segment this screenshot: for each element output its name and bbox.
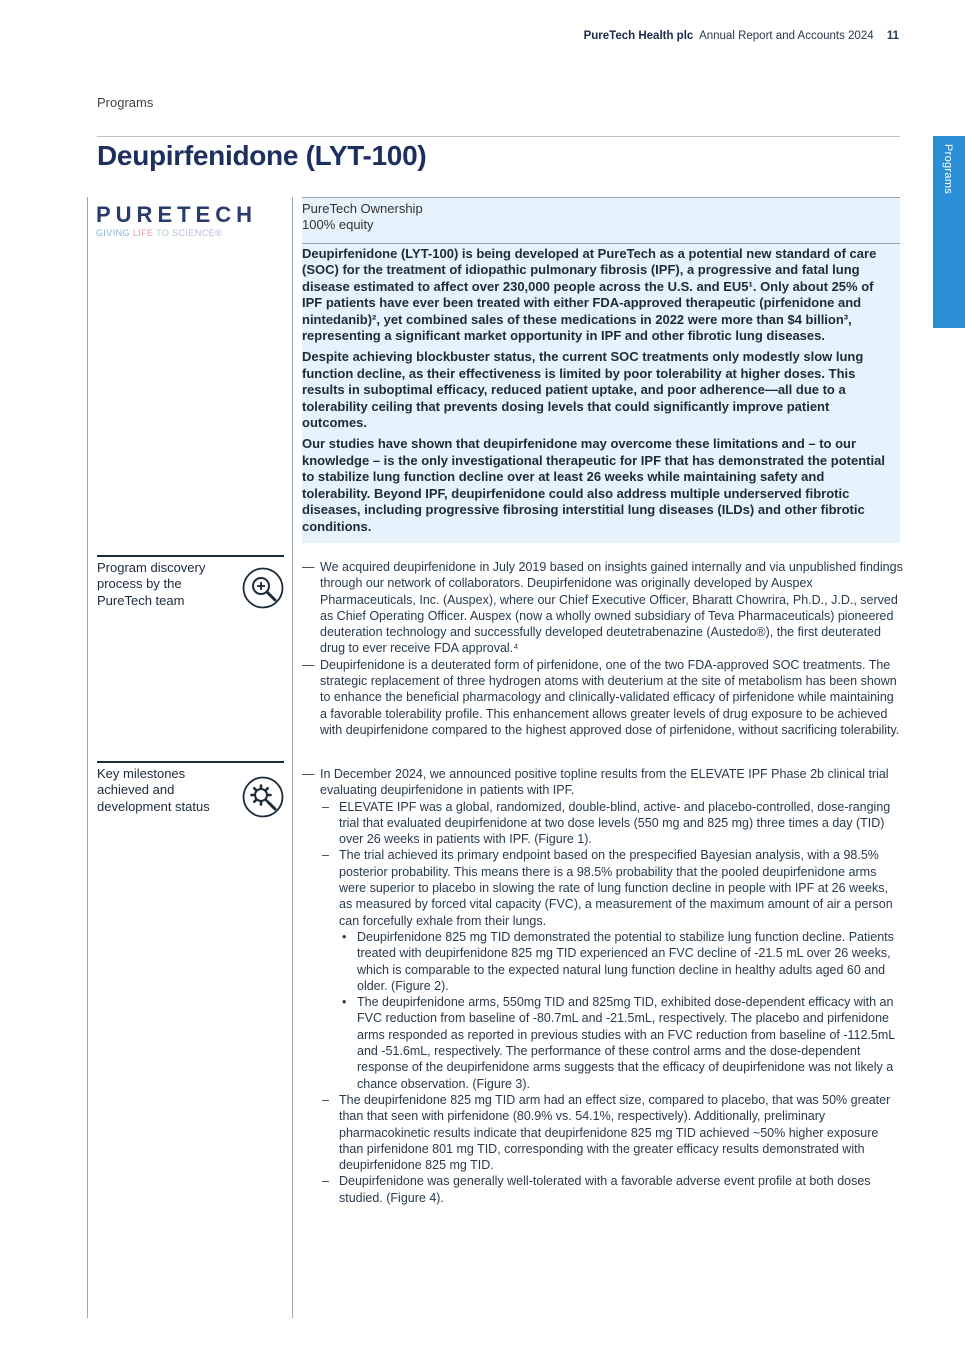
list-item: • The deupirfenidone arms, 550mg TID and 825mg TID, exhibited dose-dependent efficacy with an FVC reduction from baseline of -80.7mL and -21.5mL, respectively. The placebo and pirfenidone arms responded as reported in previous studies with an FVC reduction from baseline of -112.5mL and -51.6mL, respectively. The performance of these control arms and the dose-dependent response of the deupirfenidone arms suggests that the efficacy of deupirfenidone was not likely a chance observation. (Figure 3).	[342, 995, 895, 1091]
ownership-label: PureTech Ownership	[302, 201, 423, 216]
logo-tagline-to: TO	[156, 228, 173, 238]
milestones-label: Key milestones achieved and development status	[97, 766, 210, 814]
page-title: Deupirfenidone (LYT-100)	[97, 140, 427, 171]
magnifier-plus-icon	[242, 567, 284, 609]
logo-wordmark: PURETECH	[96, 202, 258, 227]
list-item: – Deupirfenidone was generally well-tolerated with a favorable adverse event profile at both doses studied. (Figure 4).	[322, 1174, 871, 1205]
ownership-box	[302, 197, 900, 244]
running-header	[584, 30, 899, 42]
header-company: PureTech Health plc	[583, 30, 694, 42]
discovery-content	[302, 559, 904, 738]
left-column-rule	[87, 197, 88, 1318]
page-number: 11	[886, 30, 899, 42]
list-item: – The deupirfenidone 825 mg TID arm had an effect size, compared to placebo, that was 50% greater than that seen with pirfenidone (80.9% vs. 54.1%, respectively). Additionally, preliminary pharmacokinetic results indicate that deupirfenidone 825 mg TID achieved ~50% higher exposure than pirfenidone 801 mg TID, corresponding with the greater efficacy results demonstrated with deupirfenidone 825 mg TID.	[322, 1092, 891, 1173]
logo-tagline-science: SCIENCE®	[172, 228, 223, 238]
list-item: — In December 2024, we announced positive topline results from the ELEVATE IPF Phase 2b clinical trial evaluating deupirfenidone in patients with IPF.	[302, 767, 889, 798]
logo-tagline	[96, 227, 257, 239]
list-item: – ELEVATE IPF was a global, randomized, double-blind, active- and placebo-controlled, dose-ranging trial that evaluated deupirfenidone at two dose levels (550 mg and 825 mg) three times a day (TID) over 26 weeks in patients with IPF. (Figure 1).	[322, 799, 891, 847]
milestones-content	[302, 766, 904, 1206]
discovery-label: Program discovery process by the PureTech team	[97, 560, 206, 608]
programs-side-tab[interactable]	[933, 136, 965, 328]
gear-magnifier-icon	[242, 776, 284, 818]
header-report: Annual Report and Accounts 2024	[699, 30, 874, 42]
description-paragraph: Deupirfenidone (LYT-100) is being developed at PureTech as a potential new standard of care (SOC) for the treatment of idiopathic pulmonary fibrosis (IPF), a progressive and fatal lung disease estimated to affect over 230,000 people across the U.S. and EU5¹. Only about 25% of IPF patients have ever been treated with either FDA-approved therapeutic (pirfenidone and nintedanib)², yet combined sales of these medications in 2022 were more than $4 billion³, representing a significant market opportunity in IPF and other fibrotic lung diseases.	[302, 246, 877, 344]
logo-tagline-life: LIFE	[132, 228, 157, 238]
logo-tagline-giving: GIVING	[96, 228, 133, 238]
list-item: — We acquired deupirfenidone in July 2019 based on insights gained internally and via unpublished findings through our network of collaborators. Deupirfenidone was originally developed by Auspex Pharmaceuticals, Inc. (Auspex), where our Chief Executive Officer, Bharatt Chowrira, Ph.D., J.D., served as Chief Operating Officer. Auspex (now a wholly owned subsidiary of Teva Pharmaceuticals) pioneered deuteration technology and successfully developed deutetrabenazine (Austedo®), the first deuterated drug to ever receive FDA approval.⁴	[302, 560, 903, 656]
section-label: Programs	[97, 95, 154, 110]
list-item: — Deupirfenidone is a deuterated form of pirfenidone, one of the two FDA-approved SOC treatments. The strategic replacement of three hydrogen atoms with deuterium at the site of metabolism has been shown to enhance the beneficial pharmacology and clinically-validated efficacy of pirfenidone while maintaining a favorable tolerability profile. This enhancement allows greater levels of drug exposure to be achieved with deupirfenidone compared to the highest approved dose of pirfenidone, without sacrificing tolerability.	[302, 657, 900, 737]
list-item: • Deupirfenidone 825 mg TID demonstrated the potential to stabilize lung function decline. Patients treated with deupirfenidone 825 mg TID experienced an FVC decline of -21.5 mL over 26 weeks, which is comparable to the expected natural lung function decline in healthy adults aged 60 and older. (Figure 2).	[342, 929, 894, 993]
discovery-rule	[97, 555, 284, 557]
puretech-logo	[96, 203, 257, 239]
side-tab-label: Programs	[942, 144, 954, 195]
center-column-rule	[292, 197, 293, 1318]
ownership-value: 100% equity	[302, 217, 374, 232]
description-paragraph: Despite achieving blockbuster status, the current SOC treatments only modestly slow lung function decline, as their effectiveness is limited by poor tolerability at higher doses. This results in suboptimal efficacy, reduced patient uptake, and poor adherence—all due to a tolerability ceiling that prevents dosing levels that could significantly improve patient outcomes.	[302, 349, 864, 431]
milestones-rule	[97, 761, 284, 763]
program-description-box	[302, 244, 900, 543]
list-item: – The trial achieved its primary endpoint based on the prespecified Bayesian analysis, with a 98.5% posterior probability. This means there is a 98.5% probability that the pooled deupirfenidone arms were superior to placebo in slowing the rate of lung function decline in people with IPF at 26 weeks, as measured by forced vital capacity (FVC), a measurement of the maximum amount of air a person can forcefully exhale from their lungs.	[322, 848, 893, 928]
description-paragraph: Our studies have shown that deupirfenidone may overcome these limitations and – to our knowledge – is the only investigational therapeutic for IPF that has demonstrated the potential to stabilize lung function decline over at least 26 weeks while maintaining safety and tolerability. Beyond IPF, deupirfenidone could also address multiple underserved fibrotic diseases, including progressive fibrosing interstitial lung diseases (ILDs) and other fibrotic conditions.	[302, 436, 885, 534]
title-divider	[97, 136, 900, 137]
